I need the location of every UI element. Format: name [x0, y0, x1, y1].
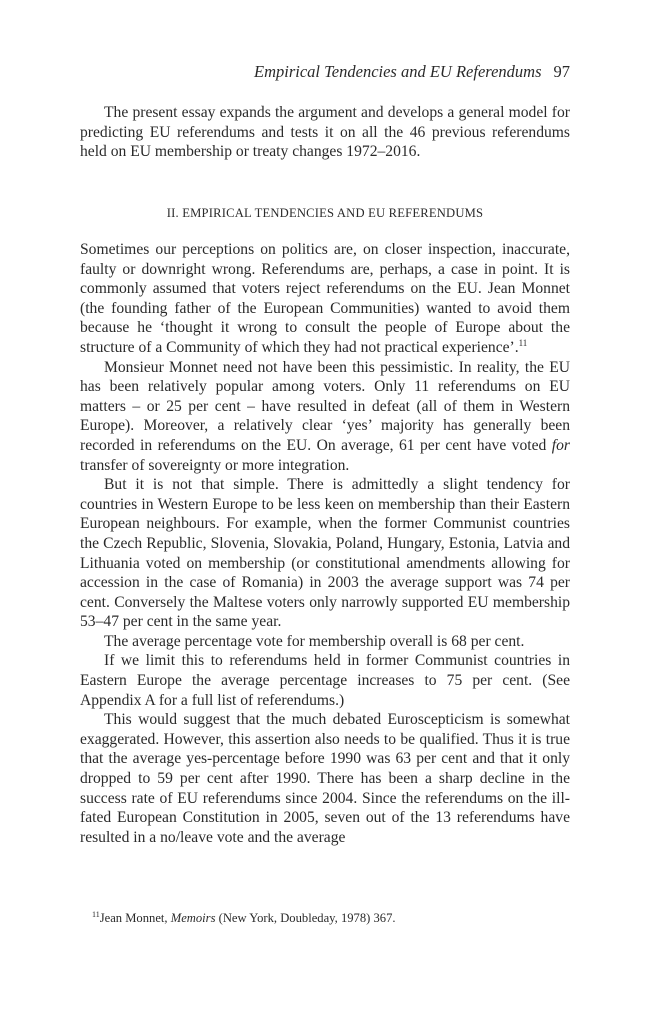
main-text — [80, 240, 570, 847]
intro-paragraph: The present essay expands the argument and develops a general model for predicting EU referendums and tests it on all the 46 previous referendums held on EU membership or treaty changes 1972–2016. — [80, 104, 570, 161]
paragraph-2-text-start: Monsieur Monnet need not have been this pessimistic. In reality, the EU has been relatively popular among voters. Only 11 referendums on EU matters – or 25 per cent – have resulted in defeat (all of them in Western Europe). Moreover, a relatively clear ‘yes’ majority has generally been recorded in referendums on the EU. On average, 61 per cent have voted — [80, 358, 570, 454]
running-header — [80, 62, 570, 82]
footnote-marker: 11 — [518, 337, 528, 348]
page-number: 97 — [553, 62, 570, 81]
footnote-details: (New York, Doubleday, 1978) 367. — [215, 911, 396, 925]
paragraph-4: The average percentage vote for membership overall is 68 per cent. — [104, 632, 525, 650]
paragraph-2-emphasis: for — [551, 436, 570, 454]
paragraph-3: But it is not that simple. There is admittedly a slight tendency for countries in Western Europe to be less keen on membership than their Eastern European neighbours. For example, when the former Communist countries the Czech Republic, Slovenia, Slovakia, Poland, Hungary, Estonia, Latvia and Lithuania voted on membership (or constitutional amendments allowing for accession in the case of Romania) in 2003 the average support was 74 per cent. Conversely the Maltese voters only narrowly supported EU membership 53–47 per cent in the same year. — [80, 476, 570, 631]
paragraph-2 — [80, 358, 570, 476]
running-title: Empirical Tendencies and EU Referendums — [254, 62, 542, 81]
paragraph-1-text: Sometimes our perceptions on politics are, on closer inspection, inaccurate, faulty or downright wrong. Referendums are, perhaps, a case in point. It is commonly assumed that voters reject referendums on the EU. Jean Monnet (the founding father of the European Communities) wanted to avoid them because he ‘thought it wrong to consult the people of Europe about the structure of a Community of which they had not practical experience’. — [80, 241, 570, 356]
section-heading: II. EMPIRICAL TENDENCIES AND EU REFERENDUMS — [166, 206, 484, 220]
paragraph-1 — [80, 240, 570, 358]
footnote-number: 11 — [92, 909, 100, 919]
footnote-author: Jean Monnet, — [99, 911, 171, 925]
paragraph-6: This would suggest that the much debated Euroscepticism is somewhat exaggerated. However, this assertion also needs to be qualified. Thus it is true that the average yes-percentage before 1990 was 63 per cent and that it only dropped to 59 per cent after 1990. There has been a sharp decline in the success rate of EU referendums since 2004. Since the referendums on the ill-fated European Constitution in 2005, seven out of the 13 referendums have resulted in a no/leave vote and the average — [80, 711, 570, 846]
paragraph-2-text-end: transfer of sovereignty or more integration. — [80, 456, 350, 474]
footnote — [92, 910, 562, 926]
intro-section — [80, 103, 570, 162]
footnote-title: Memoirs — [170, 911, 216, 925]
paragraph-5: If we limit this to referendums held in former Communist countries in Eastern Europe the average percentage increases to 75 per cent. (See Appendix A for a full list of referendums.) — [80, 652, 570, 709]
